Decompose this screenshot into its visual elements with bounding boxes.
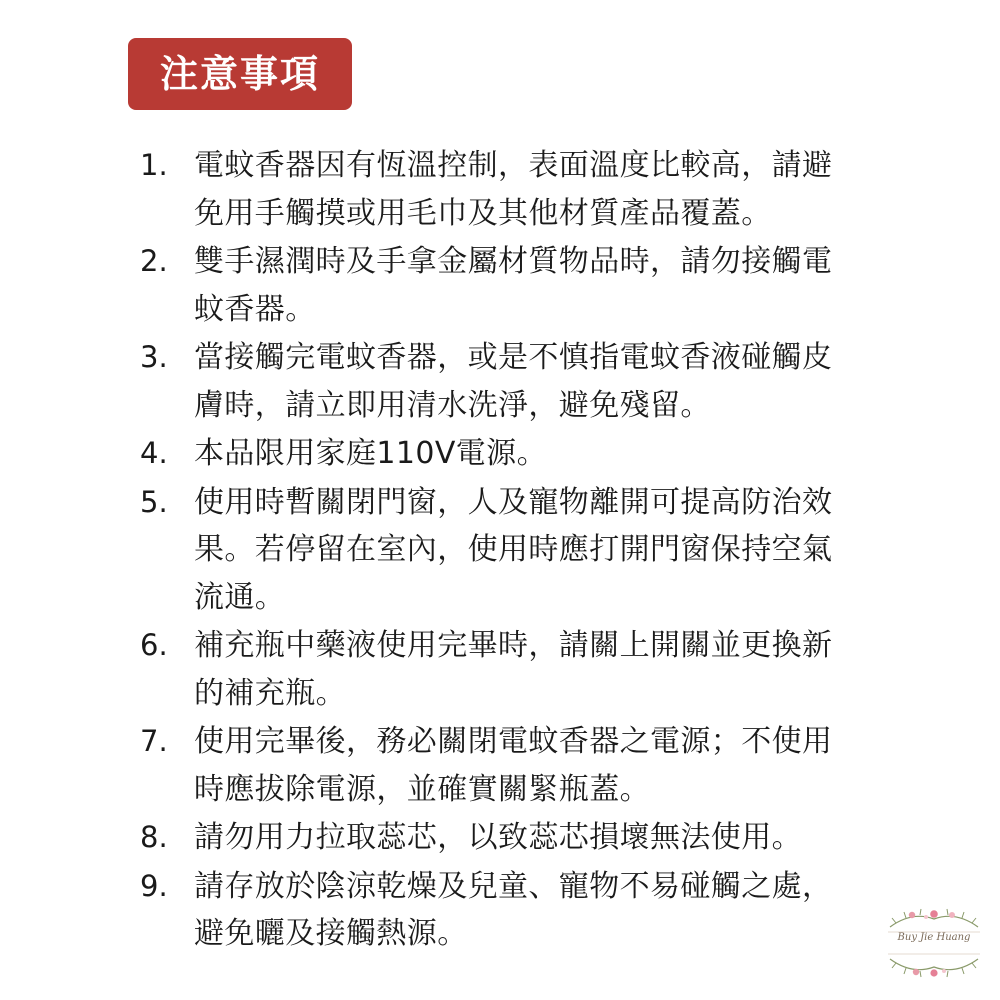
item-number: 3. [140, 340, 168, 374]
item-text: 補充瓶中藥液使用完畢時，請關上開關並更換新的補充瓶。 [194, 628, 833, 711]
list-item [140, 334, 840, 429]
item-text: 電蚊香器因有恆溫控制，表面溫度比較高，請避免用手觸摸或用毛巾及其他材質產品覆蓋。 [194, 148, 833, 231]
list-item [140, 430, 840, 478]
item-text: 本品限用家庭110V電源。 [194, 436, 547, 471]
item-text: 請存放於陰涼乾燥及兒童、寵物不易碰觸之處，避免曬及接觸熱源。 [194, 868, 833, 951]
item-text: 使用完畢後，務必關閉電蚊香器之電源；不使用時應拔除電源，並確實關緊瓶蓋。 [194, 724, 833, 807]
precautions-list [140, 142, 840, 959]
item-number: 7. [140, 724, 168, 758]
list-item [140, 238, 840, 333]
item-number: 4. [140, 436, 168, 470]
item-number: 2. [140, 244, 168, 278]
item-text: 使用時暫關閉門窗，人及寵物離開可提高防治效果。若停留在室內，使用時應打開門窗保持空氣流通。 [194, 484, 833, 615]
item-number: 5. [140, 484, 168, 519]
item-text: 雙手濕潤時及手拿金屬材質物品時，請勿接觸電蚊香器。 [194, 244, 833, 327]
logo-text: Buy Jie Huang [897, 932, 971, 943]
list-item [140, 863, 840, 958]
list-item [140, 142, 840, 237]
floral-wreath-icon [882, 905, 986, 981]
item-number: 8. [140, 820, 168, 854]
list-item [140, 479, 840, 622]
item-number: 9. [140, 868, 168, 903]
item-number: 6. [140, 628, 168, 662]
list-item [140, 814, 840, 862]
item-text: 請勿用力拉取蕊芯，以致蕊芯損壞無法使用。 [194, 820, 802, 855]
list-item [140, 718, 840, 813]
item-number: 1. [140, 148, 168, 182]
item-text: 當接觸完電蚊香器，或是不慎指電蚊香液碰觸皮膚時，請立即用清水洗淨，避免殘留。 [194, 340, 833, 423]
brand-logo [882, 905, 986, 981]
list-item [140, 622, 840, 717]
page-title: 注意事項 [128, 38, 352, 110]
